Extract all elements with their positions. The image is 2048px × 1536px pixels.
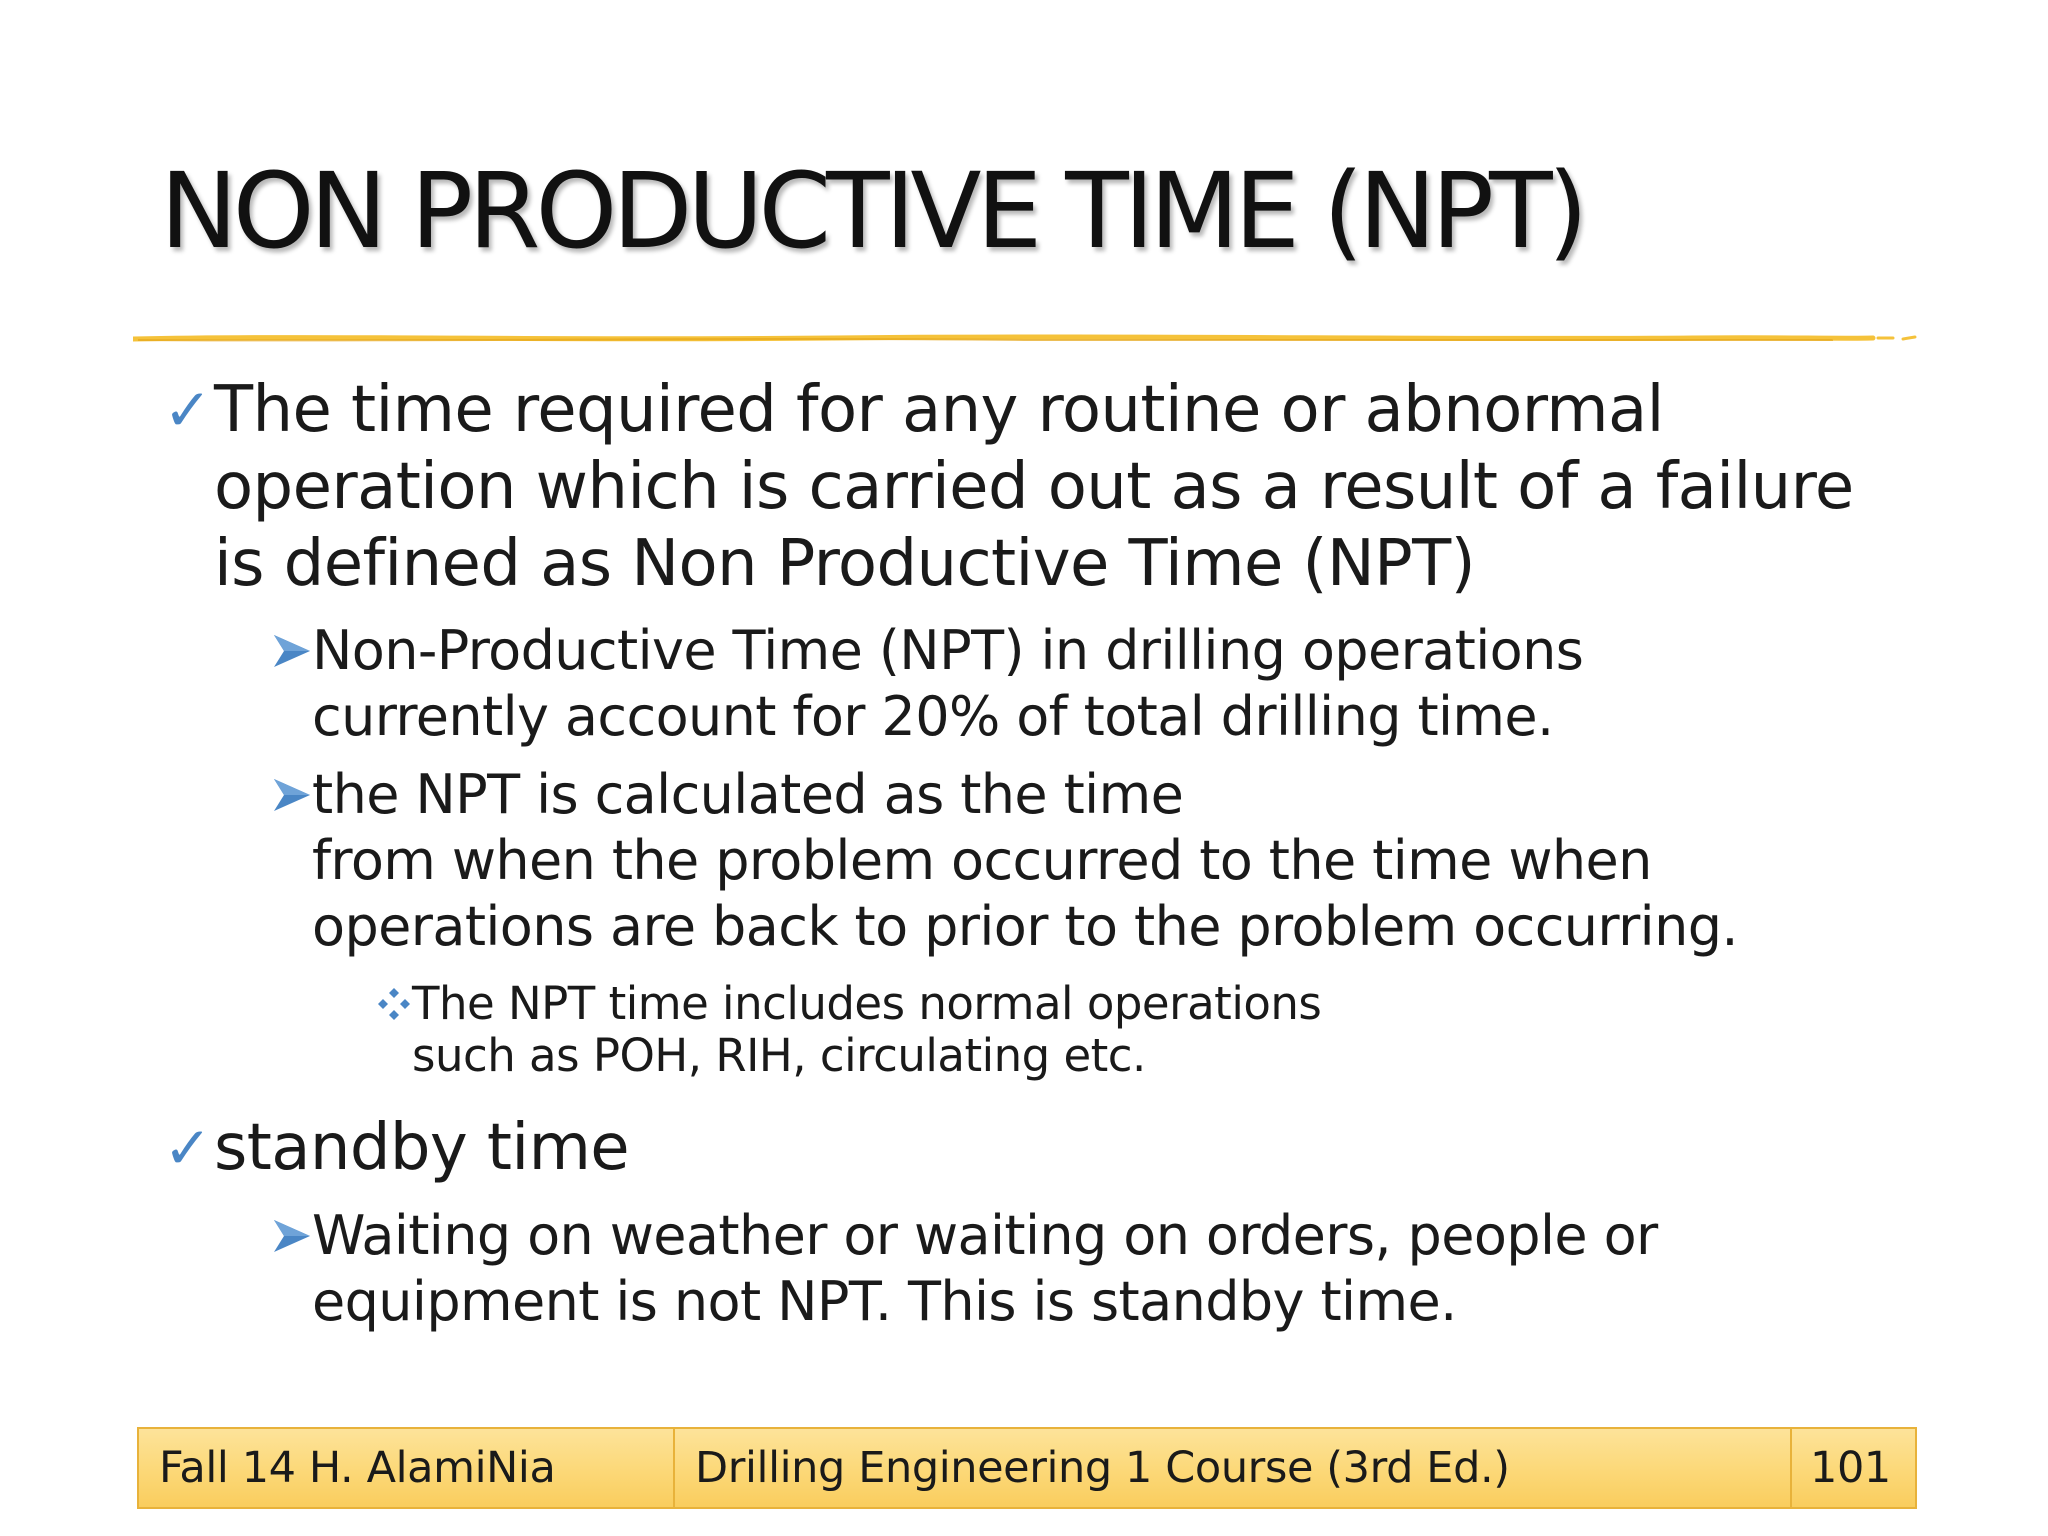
bullet-text: standby time <box>214 1111 630 1185</box>
sub-bullet-item <box>264 762 1738 960</box>
diamond-bullet-icon <box>370 978 412 1030</box>
arrow-bullet-icon <box>264 1203 312 1269</box>
sub-bullet-text: the NPT is calculated as the time from when the problem occurred to the time when operations are back to prior to the problem occurring. <box>312 763 1738 958</box>
arrow-bullet-icon <box>264 618 312 684</box>
slide-footer <box>137 1427 1917 1509</box>
bullet-item <box>160 1110 629 1187</box>
footer-course: Drilling Engineering 1 Course (3rd Ed.) <box>675 1429 1792 1507</box>
checkmark-icon: ✓ <box>163 1114 212 1182</box>
slide-title: NON PRODUCTIVE TIME (NPT) <box>160 150 1584 272</box>
sub-sub-bullet-item <box>370 978 1321 1082</box>
footer-author: Fall 14 H. AlamiNia <box>139 1429 675 1507</box>
sub-bullet-item <box>264 618 1583 750</box>
footer-page-number: 101 <box>1810 1443 1891 1493</box>
sub-bullet-text: Waiting on weather or waiting on orders, people or equipment is not NPT. This is standby time. <box>312 1204 1658 1333</box>
sub-sub-bullet-text: The NPT time includes normal operations such as POH, RIH, circulating etc. <box>412 977 1322 1082</box>
arrow-bullet-icon <box>264 762 312 828</box>
sub-bullet-item <box>264 1203 1658 1335</box>
sub-bullet-text: Non-Productive Time (NPT) in drilling operations currently account for 20% of total drilling time. <box>312 619 1584 748</box>
checkmark-icon: ✓ <box>163 376 212 444</box>
bullet-item <box>160 372 1854 603</box>
bullet-text: The time required for any routine or abnormal operation which is carried out as a result of a failure is defined as Non Productive Time (NPT) <box>214 373 1854 601</box>
